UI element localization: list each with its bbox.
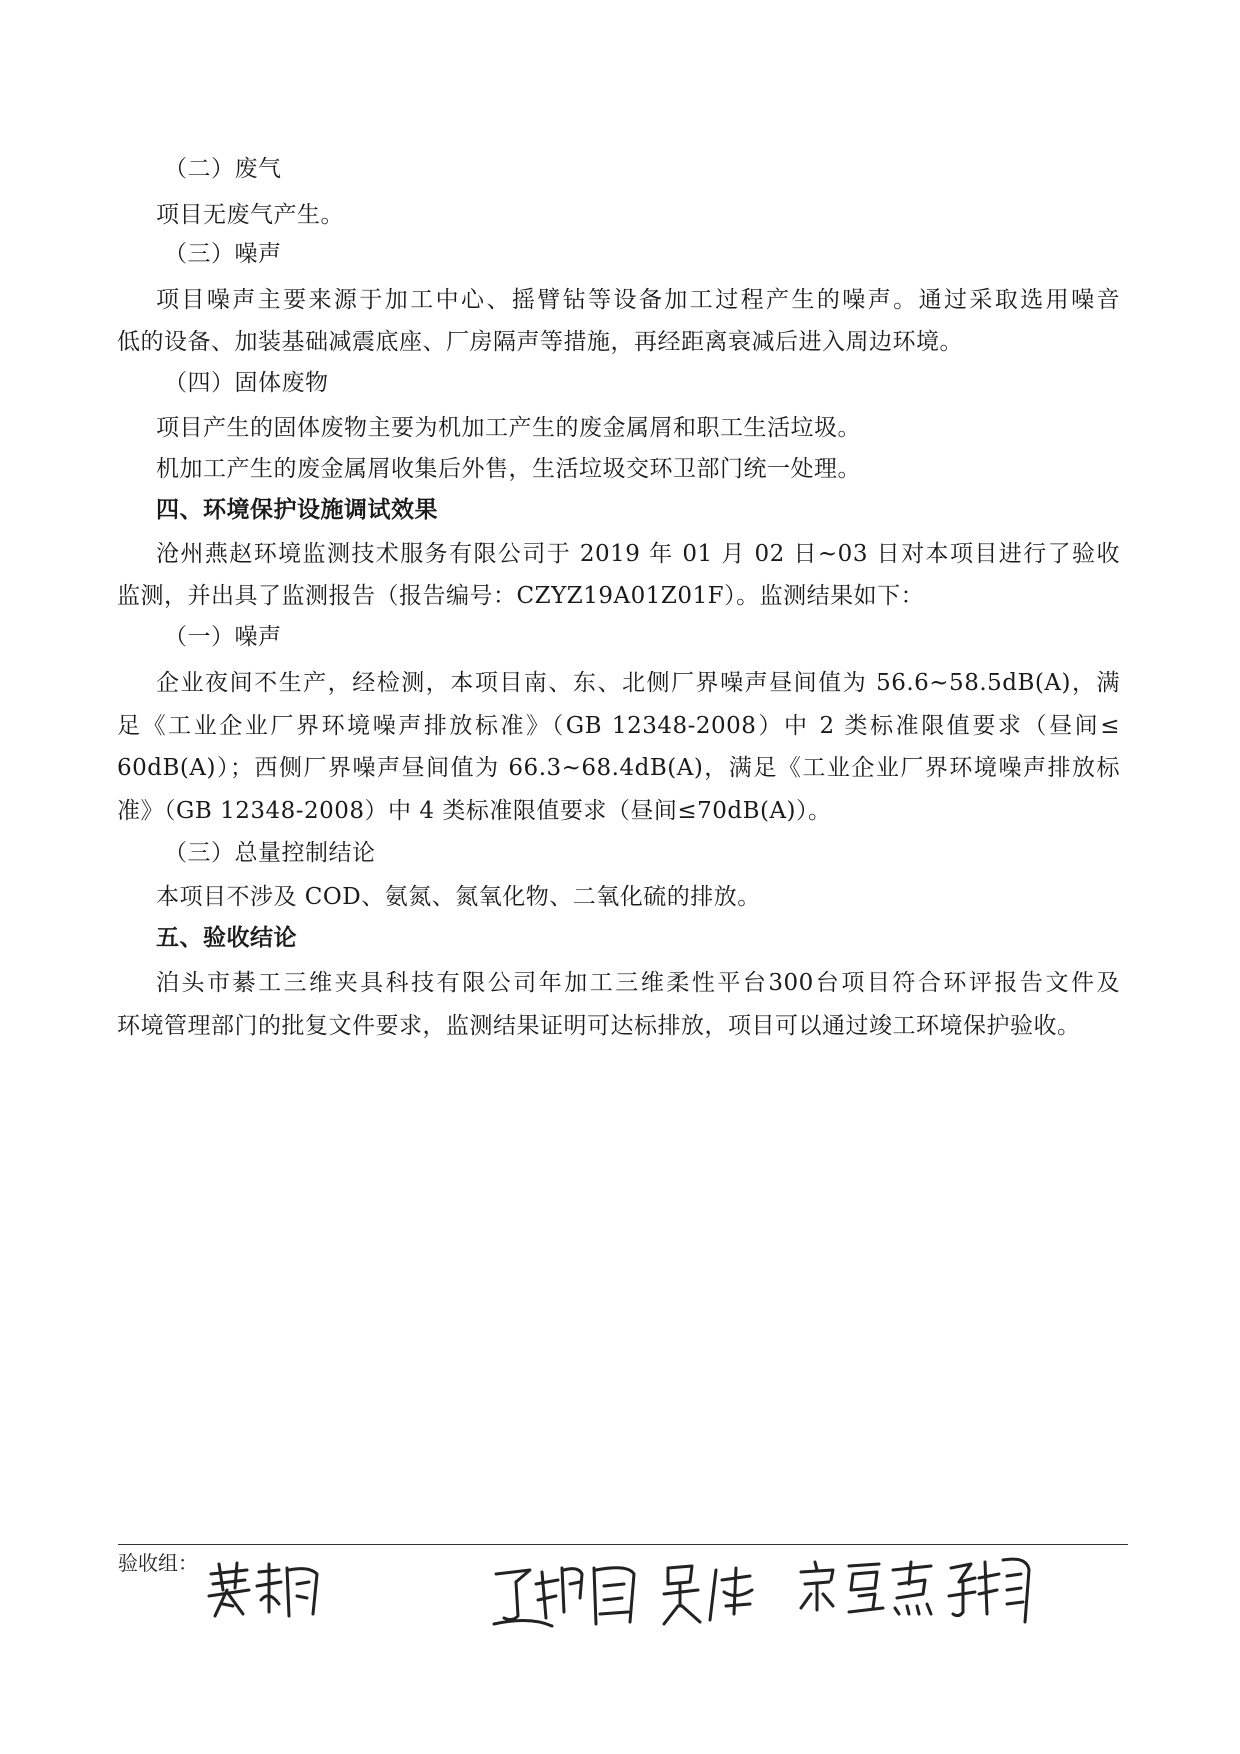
paragraph-line: 项目噪声主要来源于加工中心、摇臂钻等设备加工过程产生的噪声。通过采取选用噪音 [156,287,1120,313]
chapter-heading-conclusion: 五、验收结论 [156,925,297,951]
paragraph-line: 监测，并出具了监测报告（报告编号：CZYZ19A01Z01F）。监测结果如下： [117,583,925,609]
paragraph-line: 项目无废气产生。 [156,202,344,228]
signature-divider [118,1544,1128,1545]
section-heading-noise: （三）噪声 [164,241,282,267]
signature-label: 验收组： [118,1551,198,1575]
paragraph-line: 机加工产生的废金属屑收集后外售，生活垃圾交环卫部门统一处理。 [156,456,861,482]
chapter-heading-facility-effect: 四、环境保护设施调试效果 [156,497,438,523]
paragraph-line: 沧州燕赵环境监测技术服务有限公司于 2019 年 01 月 02 日~03 日对本项目进行了验收 [156,541,1120,567]
signature-2 [490,1562,650,1632]
paragraph-line: 准》（GB 12348-2008）中 4 类标准限值要求（昼间≤70dB(A)）。 [117,798,832,824]
signature-4 [795,1558,945,1624]
signature-1 [205,1560,325,1622]
paragraph-line: 60dB(A)）；西侧厂界噪声昼间值为 66.3~68.4dB(A)，满足《工业企业厂界环境噪声排放标 [117,755,1120,781]
signature-3 [660,1560,760,1630]
paragraph-line: 泊头市綦工三维夹具科技有限公司年加工三维柔性平台300台项目符合环评报告文件及 [156,970,1120,996]
section-heading-total-control: （三）总量控制结论 [164,840,376,866]
paragraph-line: 项目产生的固体废物主要为机加工产生的废金属屑和职工生活垃圾。 [156,415,861,441]
paragraph-line: 环境管理部门的批复文件要求，监测结果证明可达标排放，项目可以通过竣工环境保护验收。 [117,1013,1081,1039]
section-heading-solid-waste: （四）固体废物 [164,370,329,396]
paragraph-line: 足《工业企业厂界环境噪声排放标准》（GB 12348-2008）中 2 类标准限值要求（昼间≤ [117,713,1120,739]
paragraph-line: 低的设备、加装基础减震底座、厂房隔声等措施，再经距离衰减后进入周边环境。 [117,329,963,355]
paragraph-line: 本项目不涉及 COD、氨氮、氮氧化物、二氧化硫的排放。 [156,884,761,910]
section-heading-waste-gas: （二）废气 [164,156,282,182]
paragraph-line: 企业夜间不生产，经检测，本项目南、东、北侧厂界噪声昼间值为 56.6~58.5dB(A)，满 [156,670,1120,696]
section-heading-noise-result: （一）噪声 [164,624,282,650]
signature-5 [945,1556,1037,1628]
